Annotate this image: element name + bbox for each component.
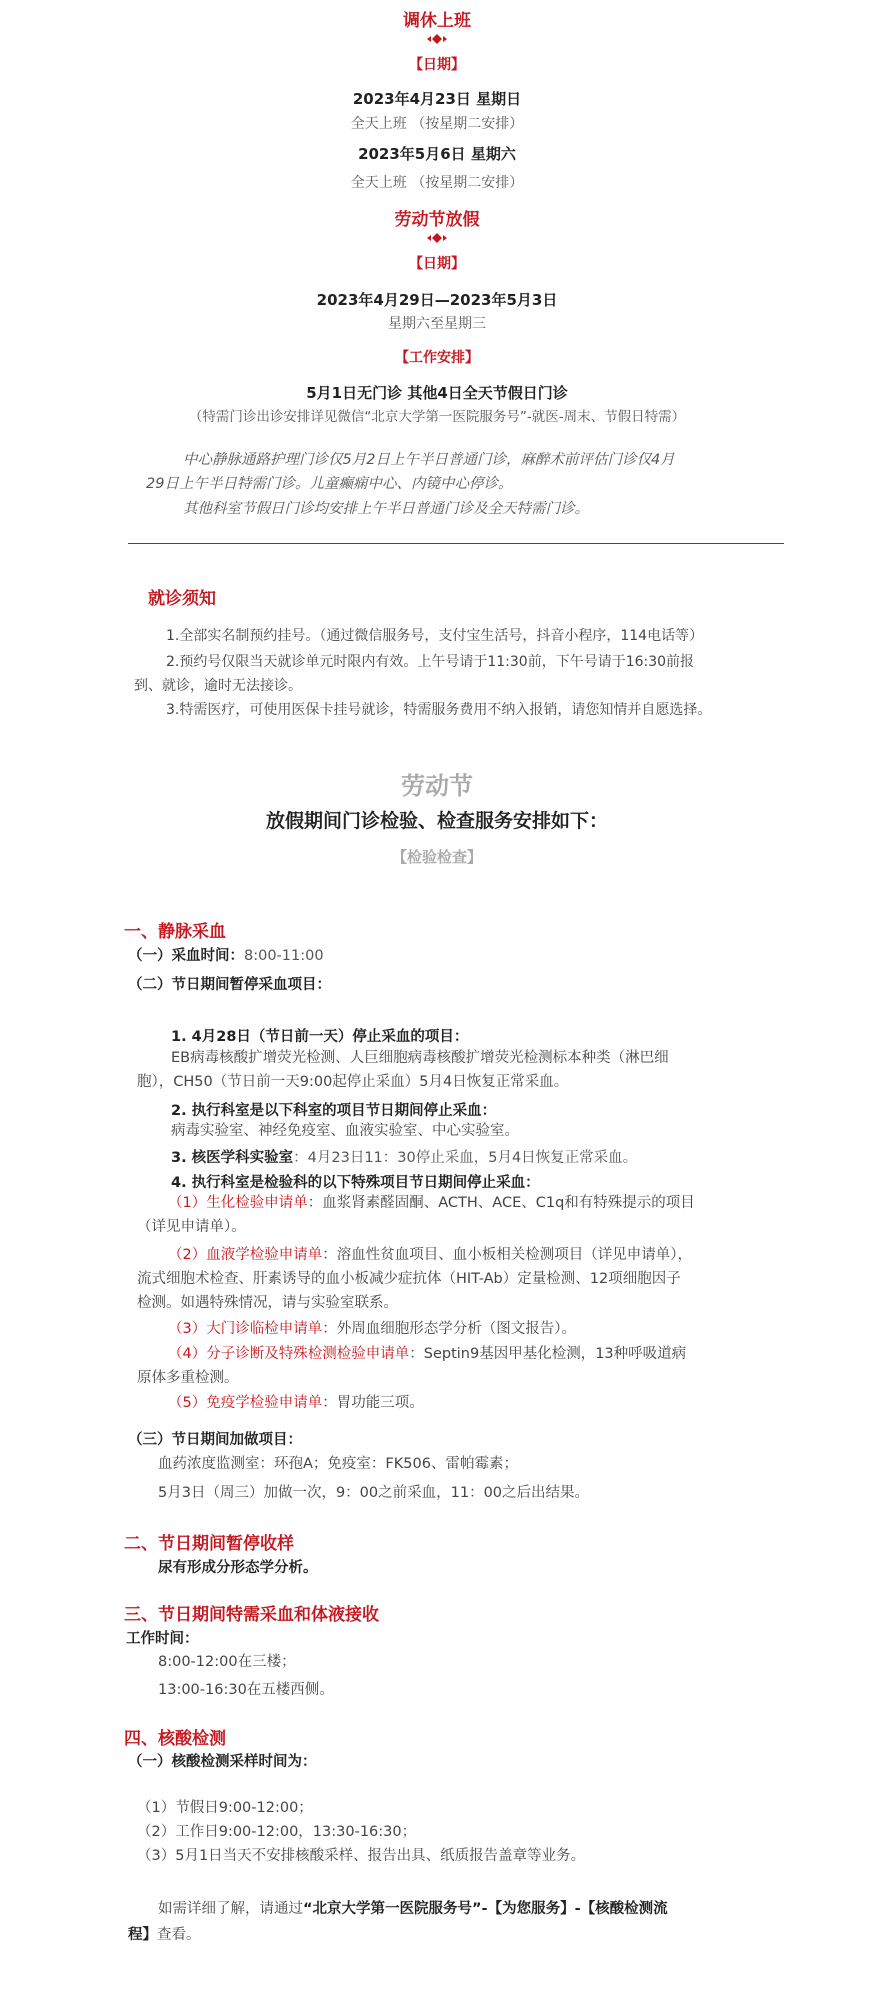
footer-prefix: 如需详细了解，请通过: [158, 1901, 303, 1917]
s1-r1-rest: ：血浆肾素醛固酮、ACTH、ACE、C1q和有特殊提示的项目: [307, 1195, 695, 1211]
italic-line-3: 其他科室节假日门诊均安排上午半日普通门诊及全天特需门诊。: [183, 501, 589, 517]
s1-r3-red: （3）大门诊临检申请单: [168, 1321, 323, 1337]
s1-i3: [171, 1146, 637, 1167]
ornament-icon: [426, 30, 448, 49]
s4-l1: （1）节假日9:00-12:00；: [137, 1800, 313, 1816]
work-note: （特需门诊出诊安排详见微信“北京大学第一医院服务号”-就医-周末、节假日特需）: [188, 409, 686, 425]
ornament-icon: [426, 229, 448, 248]
footer-line-2: [128, 1923, 201, 1948]
holiday-title: 劳动节放假: [394, 210, 480, 230]
date-label-2: 【日期】: [409, 256, 465, 272]
s1-r2-red: （2）血液学检验申请单: [168, 1247, 323, 1263]
s2-title: 二、节日期间暂停收样: [124, 1534, 294, 1554]
s3-label: 工作时间：: [126, 1631, 199, 1647]
s1-r4: [168, 1342, 686, 1367]
s1-p2: （二）节日期间暂停采血项目：: [128, 977, 331, 993]
s3-l1: 8:00-12:00在三楼；: [158, 1654, 296, 1670]
s2-line: 尿有形成分形态学分析。: [158, 1560, 318, 1576]
holiday-range-note: 星期六至星期三: [388, 316, 486, 332]
s4-title: 四、核酸检测: [124, 1729, 226, 1749]
s1-r4-l2: 原体多重检测。: [137, 1370, 239, 1386]
s1-p3: （三）节日期间加做项目：: [128, 1432, 302, 1448]
date-1-note: 全天上班 （按星期二安排）: [350, 116, 524, 132]
notice-title: 就诊须知: [148, 589, 216, 609]
labor-bracket: 【检验检查】: [391, 848, 482, 866]
s1-p3-l2: 5月3日（周三）加做一次，9：00之前采血，11：00之后出结果。: [158, 1485, 590, 1501]
s1-r5-red: （5）免疫学检验申请单: [168, 1395, 323, 1411]
s1-p1: [128, 944, 324, 965]
notice-line-2a: 2.预约号仅限当天就诊单元时限内有效。上午号请于11:30前，下午号请于16:30前报: [166, 654, 695, 670]
notice-line-1: 1.全部实名制预约挂号。（通过微信服务号，支付宝生活号，抖音小程序，114电话等）: [166, 628, 704, 644]
date-2-note: 全天上班 （按星期二安排）: [350, 175, 524, 191]
footer-line-1: [158, 1897, 778, 1922]
work-label: 【工作安排】: [395, 350, 479, 366]
holiday-range: 2023年4月29日—2023年5月3日: [316, 291, 558, 309]
s1-i4-title: 4. 执行科室是检验科的以下特殊项目节日期间停止采血：: [171, 1175, 540, 1191]
labor-subtitle: 放假期间门诊检验、检查服务安排如下：: [265, 810, 608, 832]
s1-i2-l1: 病毒实验室、神经免疫室、血液实验室、中心实验室。: [171, 1123, 519, 1139]
s1-r3: [168, 1317, 576, 1342]
s1-r1-l2: （详见申请单）。: [137, 1219, 246, 1235]
work-line: 5月1日无门诊 其他4日全天节假日门诊: [306, 384, 568, 402]
footer-suffix: 查看。: [157, 1927, 201, 1943]
s3-title: 三、节日期间特需采血和体液接收: [124, 1605, 379, 1625]
date-label: 【日期】: [409, 57, 465, 73]
italic-line-1: 中心静脉通路护理门诊仅5月2日上午半日普通门诊，麻醉术前评估门诊仅4月: [183, 452, 675, 468]
footer-bold-2: 程】: [128, 1927, 157, 1943]
s1-r1: [168, 1191, 695, 1216]
adjust-title: 调休上班: [403, 11, 471, 31]
s1-i1-l2: 胞），CH50（节日前一天9:00起停止采血）5月4日恢复正常采血。: [137, 1074, 569, 1090]
notice-line-3: 3.特需医疗，可使用医保卡挂号就诊，特需服务费用不纳入报销，请您知情并自愿选择。: [166, 702, 712, 718]
s1-i1-title: 1. 4月28日（节日前一天）停止采血的项目：: [171, 1029, 469, 1045]
s1-r3-rest: ：外周血细胞形态学分析（图文报告）。: [322, 1321, 576, 1337]
s1-r2-l2: 流式细胞术检查、肝素诱导的血小板减少症抗体（HIT-Ab）定量检测、12项细胞因子: [137, 1271, 681, 1287]
s1-i3-rest: ：4月23日11：30停止采血，5月4日恢复正常采血。: [293, 1150, 638, 1166]
s4-l2: （2）工作日9:00-12:00，13:30-16:30；: [137, 1824, 417, 1840]
s1-i2-title: 2. 执行科室是以下科室的项目节日期间停止采血：: [171, 1103, 497, 1119]
italic-line-2: 29日上午半日特需门诊。儿童癫痫中心、内镜中心停诊。: [146, 476, 513, 492]
date-2: 2023年5月6日 星期六: [358, 145, 516, 163]
divider: [128, 543, 784, 544]
s1-p3-l1: 血药浓度监测室：环孢A；免疫室：FK506、雷帕霉素；: [158, 1456, 518, 1472]
date-1: 2023年4月23日 星期日: [352, 90, 522, 108]
s1-r2-rest: ：溶血性贫血项目、血小板相关检测项目（详见申请单），: [322, 1247, 692, 1263]
s1-r1-red: （1）生化检验申请单: [168, 1195, 308, 1211]
s1-r5-rest: ：胃功能三项。: [322, 1395, 424, 1411]
footer-bold-1: “北京大学第一医院服务号”-【为您服务】-【核酸检测流: [303, 1901, 668, 1917]
s1-r4-rest: ：Septin9基因甲基化检测，13种呼吸道病: [409, 1346, 687, 1362]
s1-r2-l3: 检测。如遇特殊情况，请与实验室联系。: [137, 1295, 398, 1311]
s1-r4-red: （4）分子诊断及特殊检测检验申请单: [168, 1346, 410, 1362]
s1-i1-l1: EB病毒核酸扩增荧光检测、人巨细胞病毒核酸扩增荧光检测标本种类（淋巴细: [171, 1050, 669, 1066]
s4-label: （一）核酸检测采样时间为：: [128, 1754, 317, 1770]
s1-title: 一、静脉采血: [124, 922, 226, 942]
s3-l2: 13:00-16:30在五楼西侧。: [158, 1682, 334, 1698]
labor-title: 劳动节: [401, 772, 473, 800]
s1-p1-label: （一）采血时间：: [128, 948, 244, 964]
s1-i3-title: 3. 核医学科实验室: [171, 1150, 294, 1166]
s1-p1-value: 8:00-11:00: [244, 948, 324, 964]
notice-line-2b: 到、就诊，逾时无法接诊。: [134, 678, 302, 694]
s1-r2: [168, 1243, 692, 1268]
s1-r5: [168, 1391, 424, 1416]
s4-l3: （3）5月1日当天不安排核酸采样、报告出具、纸质报告盖章等业务。: [137, 1848, 586, 1864]
